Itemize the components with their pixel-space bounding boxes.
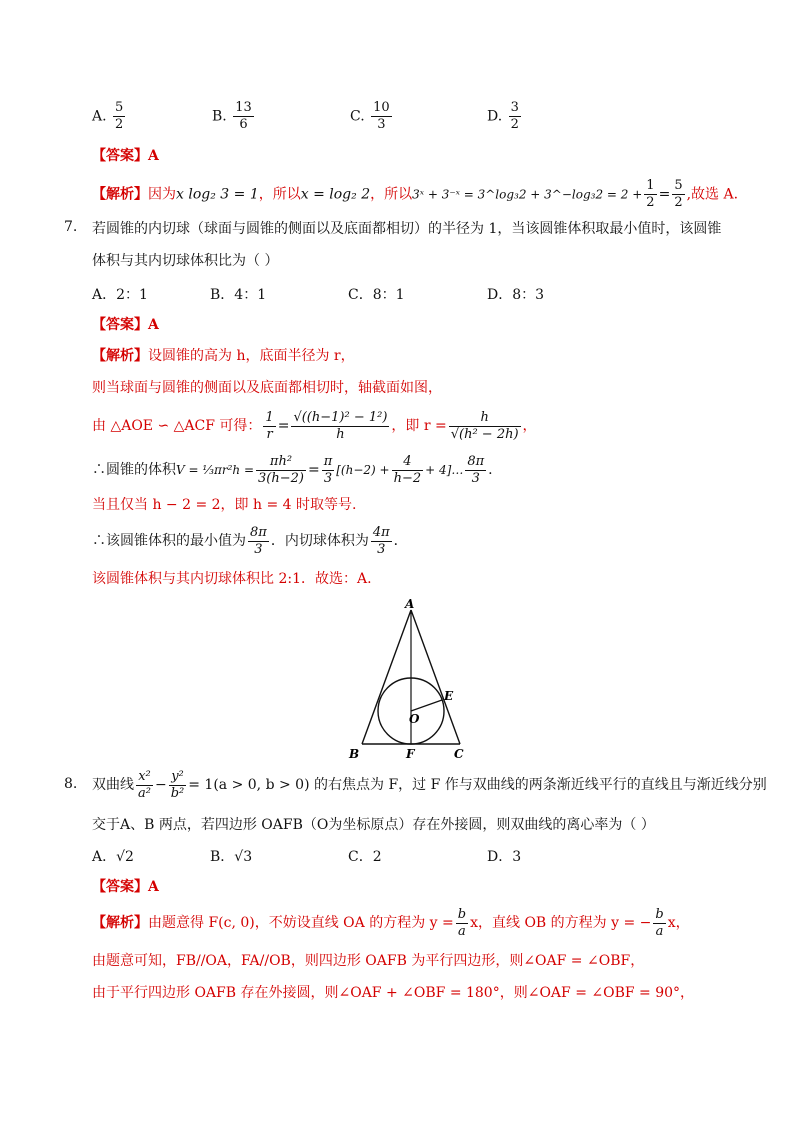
text: x，直线 OB 的方程为 y = − [470,915,652,931]
fraction: $\frac{\text{√((h−1)² − 1²)}}{h}$ [293,409,388,442]
label-e: E [444,689,454,703]
q7-option-c: C．8：1 [348,287,405,303]
equation: 3ˣ + 3⁻ˣ = 3^log₃2 + 3^−log₃2 = 2 + [412,187,643,202]
text: ∴该圆锥体积的最小值为 [92,533,246,549]
q8-analysis-line3: 由于平行四边形 OAFB 存在外接圆，则∠OAF + ∠OBF = 180°，则∠OAF = ∠OBF = 90°， [92,985,695,1001]
q6-option-b [212,100,256,133]
q7-analysis-line2: 则当球面与圆锥的侧面以及底面都相切时，轴截面如图， [92,380,442,396]
option-letter: D. [487,108,503,125]
q8-option-b: B．√3 [210,849,253,865]
label-c: C [454,747,464,761]
text: = 1(a > 0, b > 0) 的右焦点为 F，过 F 作与双曲线的两条渐近线平行的直线且与渐近线分别 [188,777,767,793]
equation: x log₂ 3 = 1 [176,186,259,203]
fraction: $\frac{b}{a}$ [457,906,467,939]
equation: [(h−2) + [336,463,390,477]
fraction: $\frac{h}{\text{√(h² − 2h)}}$ [450,409,519,442]
text: 双曲线 [92,777,134,793]
option-letter: B. [212,108,227,125]
q7-analysis-line7: 该圆锥体积与其内切球体积比 2:1．故选：A. [92,571,372,587]
side-ab [362,610,411,744]
q6-option-d [487,100,523,133]
text: ，所以 [258,186,301,203]
q6-analysis [92,178,738,211]
q8-option-c: C．2 [348,849,382,865]
fraction: $\frac{5}{2}$ [115,100,124,132]
text: ．内切球体积为 [270,533,369,549]
text: ． [393,533,408,549]
q7-answer: 【答案】A [92,317,159,333]
text: ∴圆锥的体积 [92,462,176,478]
text: 因为 [148,186,176,203]
label-a: A [405,597,415,611]
text: x， [667,915,690,931]
fraction: $\frac{4}{h-2}$ [393,453,422,486]
q7-analysis-line4 [92,453,493,487]
q8-analysis-line2: 由题意可知，FB//OA，FA//OB，则四边形 OAFB 为平行四边形，则∠OAF = ∠OBF， [92,953,645,969]
equation: − [154,777,167,793]
fraction: $\frac{3}{2}$ [510,100,519,132]
fraction: $\frac{1}{r}$ [265,409,274,442]
text: . [488,462,493,478]
label-b: B [349,747,360,761]
fraction: $\frac{\text{y²}}{\text{b²}}$ [170,768,185,801]
fraction: $\frac{b}{a}$ [655,906,664,939]
equation: V = ⅓πr²h = [176,463,255,477]
text: ， [522,418,537,434]
q6-option-c [350,100,394,133]
q7-analysis-line1 [92,346,355,366]
q7-option-a: A．2：1 [92,287,148,303]
q8-analysis-line1 [92,905,690,941]
q7-analysis-line3 [92,408,537,444]
q7-option-d: D．8：3 [487,287,545,303]
q8-answer: 【答案】A [92,879,159,895]
text: 设圆锥的高为 h，底面半径为 r， [148,348,355,364]
equation: = [277,418,290,434]
equation: x = log₂ 2 [300,186,371,203]
analysis-tag: 【解析】 [92,348,148,364]
fraction: $\frac{8\pi}{3}$ [250,524,267,557]
radius-oe [411,700,442,711]
q7-option-b: B．4：1 [210,287,267,303]
fraction: $\frac{\text{x²}}{\text{a²}}$ [138,768,151,801]
fraction: $\frac{10}{3}$ [373,100,390,132]
option-letter: A. [92,108,107,125]
text: 由 △AOE ∽ △ACF 可得： [92,418,262,434]
label-f: F [406,747,415,761]
equation: + 4]… [425,463,464,477]
fraction: $\frac{\text{πh²}}{3(h-2)}$ [258,453,304,486]
q8-stem-line2: 交于A、B 两点，若四边形 OAFB（O为坐标原点）存在外接圆，则双曲线的离心率为（ ） [92,817,655,833]
q8-number: 8. [64,776,78,792]
analysis-tag: 【解析】 [92,915,148,931]
analysis-tag: 【解析】 [92,186,148,203]
fraction: $\frac{1}{2}$ [646,178,655,210]
equation: = [307,462,320,478]
q7-stem-line2: 体积与其内切球体积比为（ ） [92,253,279,269]
q8-stem-line1 [92,767,767,803]
q7-analysis-line6 [92,523,408,559]
q7-analysis-line5: 当且仅当 h − 2 = 2，即 h = 4 时取等号. [92,497,357,513]
option-letter: C. [350,108,365,125]
label-o: O [409,712,420,726]
text: ，所以 [370,186,413,203]
q8-option-d: D．3 [487,849,522,865]
fraction: $\frac{\pi}{3}$ [323,453,333,486]
fraction: $\frac{5}{2}$ [674,178,683,210]
fraction: $\frac{13}{6}$ [235,100,252,132]
q6-answer: 【答案】A [92,148,159,164]
text: ,故选 A. [686,186,739,203]
cone-cross-section-figure [340,596,480,762]
fraction: $\frac{8\pi}{3}$ [467,453,485,486]
fraction: $\frac{4\pi}{3}$ [372,524,390,557]
text: 由题意得 F(c, 0)，不妨设直线 OA 的方程为 y = [148,915,454,931]
text: ，即 r = [391,418,447,434]
equation: = [658,186,671,203]
q7-stem-line1: 若圆锥的内切球（球面与圆锥的侧面以及底面都相切）的半径为 1，当该圆锥体积取最小值时，该圆锥 [92,221,722,237]
q8-option-a: A．√2 [92,849,134,865]
q6-option-a [92,100,127,133]
q7-number: 7. [64,219,78,235]
